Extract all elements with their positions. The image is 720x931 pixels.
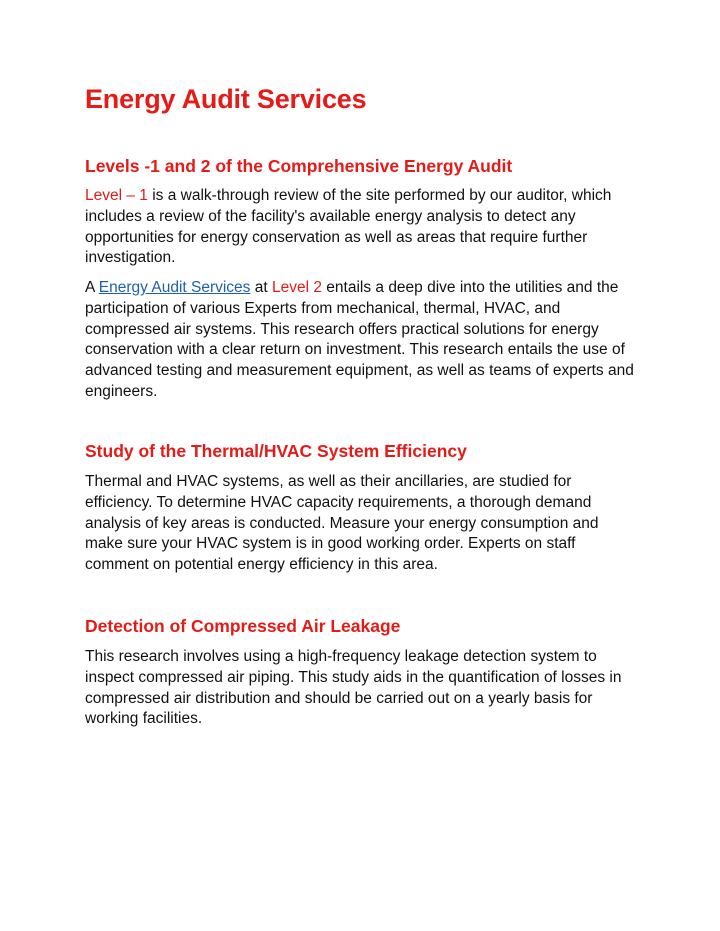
section-heading-air-leakage: Detection of Compressed Air Leakage [85,616,401,636]
level-2-text: entails a deep dive into the utilities and the participation of various Experts from mechanical, thermal, HVAC, and compressed air systems. This research offers practical solutions for energy conservation with a clear return on investment. This research entails the use of advanced testing and measurement equipment, as well as teams of experts and engineers. [85,279,634,400]
paragraph-level-1 [85,186,640,269]
paragraph-thermal: Thermal and HVAC systems, as well as their ancillaries, are studied for efficiency. To determine HVAC capacity requirements, a thorough demand analysis of key areas is conducted. Measure your energy consumption and make sure your HVAC system is in good working order. Experts on staff comment on potential energy efficiency in this area. [85,473,599,574]
section-heading-thermal: Study of the Thermal/HVAC System Efficiency [85,441,467,461]
energy-audit-services-link[interactable]: Energy Audit Services [98,279,251,296]
level-1-text: is a walk-through review of the site performed by our auditor, which includes a review of the facility's available energy analysis to detect any opportunities for energy conservation as well as areas that require further investigation. [85,187,612,267]
level-1-label: Level – 1 [85,187,148,204]
paragraph-level-2 [85,278,640,403]
paragraph-air-leakage: This research involves using a high-frequency leakage detection system to inspect compressed air piping. This study aids in the quantification of losses in compressed air distribution and should be carried out on a yearly basis for working facilities. [85,648,622,728]
level-2-label: Level 2 [271,279,322,296]
level-2-prefix: A [85,279,99,296]
level-2-connector: at [250,279,272,296]
page-title: Energy Audit Services [85,84,367,114]
section-heading-levels: Levels -1 and 2 of the Comprehensive Energy Audit [85,156,513,176]
